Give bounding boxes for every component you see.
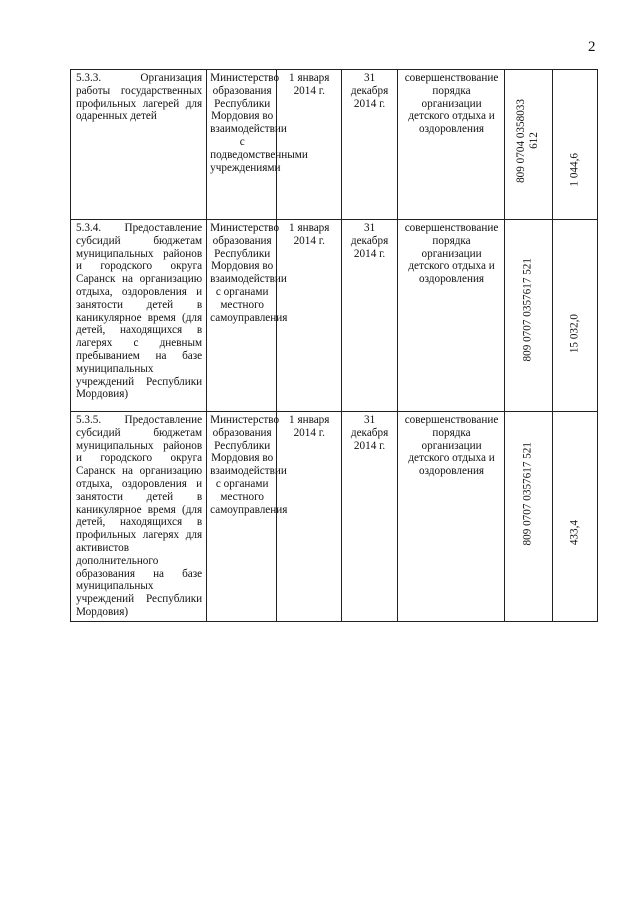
budget-code-cell: [505, 412, 552, 622]
budget-code-cell: [505, 220, 552, 412]
executor-cell: Министерство образования Республики Мордовия во взаимодействии с органами местного самоуправления: [207, 412, 277, 622]
budget-code: 809 0704 0358033 612: [515, 99, 541, 183]
budget-code: 809 0707 0357617 521: [521, 441, 534, 545]
measures-table: [70, 69, 598, 622]
start-date-cell: 1 января 2014 г.: [277, 220, 342, 412]
amount-cell: [552, 220, 597, 412]
measure-description: 5.3.3. Организация работы государственных профильных лагерей для одаренных детей: [71, 70, 207, 220]
end-date-cell: 31 декабря 2014 г.: [342, 70, 398, 220]
executor-cell: Министерство образования Республики Мордовия во взаимодействии с органами местного самоуправления: [207, 220, 277, 412]
start-date-cell: 1 января 2014 г.: [277, 412, 342, 622]
budget-code: 809 0707 0357617 521: [521, 257, 534, 361]
measure-description: 5.3.5. Предоставление субсидий бюджетам муниципальных районов и городского округа Саранск на организацию отдыха, оздоровления и занятости детей в каникулярное время (для детей, находящихся в профильных лагерях для активистов дополнительного образования на базе муниципальных учреждений Республики Мордовия): [71, 412, 207, 622]
start-date-cell: 1 января 2014 г.: [277, 70, 342, 220]
budget-code-cell: [505, 70, 552, 220]
page-number: 2: [588, 39, 596, 55]
expected-result-cell: совершенствование порядка организации детского отдыха и оздоровления: [397, 412, 504, 622]
amount-cell: [552, 412, 597, 622]
amount: 433,4: [568, 519, 581, 545]
expected-result-cell: совершенствование порядка организации детского отдыха и оздоровления: [397, 220, 504, 412]
executor-cell: Министерство образования Республики Мордовия во взаимодействии с подведомственными учреждениями: [207, 70, 277, 220]
amount: 15 032,0: [568, 313, 581, 353]
expected-result-cell: совершенствование порядка организации детского отдыха и оздоровления: [397, 70, 504, 220]
table-row: [71, 70, 598, 220]
measure-description: 5.3.4. Предоставление субсидий бюджетам муниципальных районов и городского округа Саранск на организацию отдыха, оздоровления и занятости детей в каникулярное время (для детей, находящихся в лагерях с дневным пребыванием на базе муниципальных учреждений Республики Мордовия): [71, 220, 207, 412]
end-date-cell: 31 декабря 2014 г.: [342, 220, 398, 412]
table-row: [71, 412, 598, 622]
end-date-cell: 31 декабря 2014 г.: [342, 412, 398, 622]
amount: 1 044,6: [568, 153, 581, 187]
table-row: [71, 220, 598, 412]
amount-cell: [552, 70, 597, 220]
